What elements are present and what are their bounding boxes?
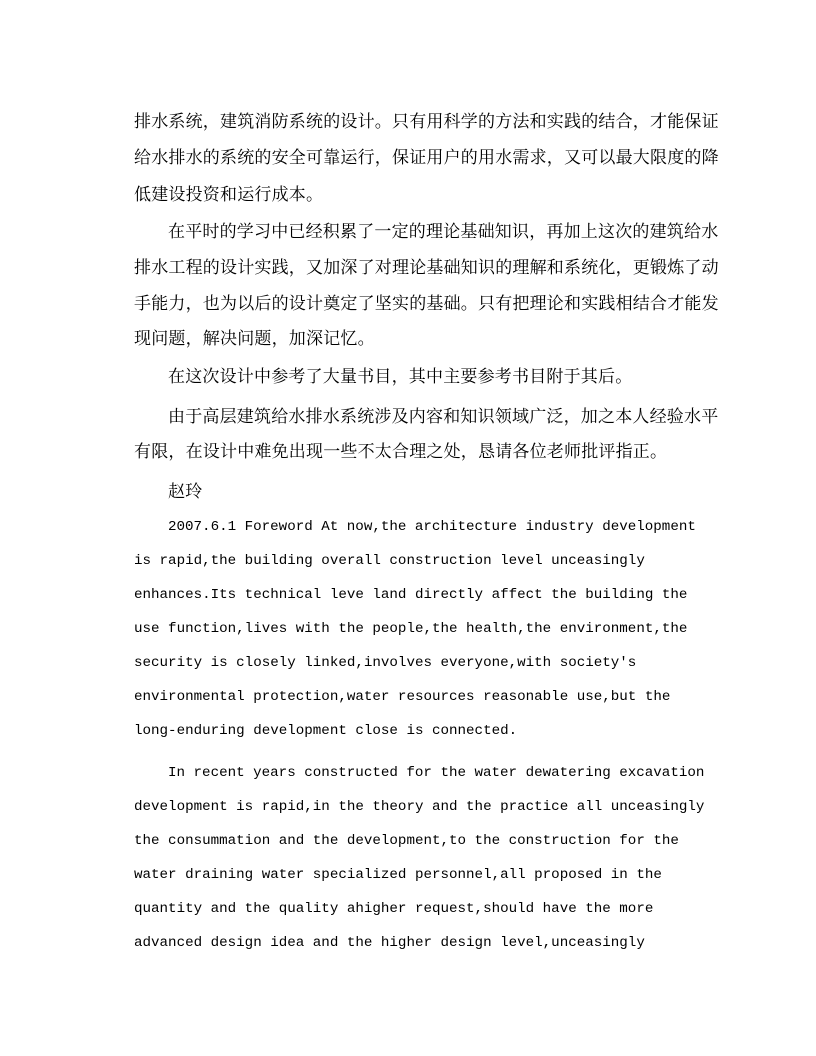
foreword-line: enhances.Its technical leve land directly affect the building the bbox=[134, 587, 688, 603]
paragraph-line: 在这次设计中参考了大量书目，其中主要参考书目附于其后。 bbox=[168, 367, 633, 387]
paragraph-line-en: the consummation and the development,to the construction for the bbox=[134, 833, 679, 849]
paragraph-line-en: advanced design idea and the higher design level,unceasingly bbox=[134, 935, 645, 951]
author-name: 赵玲 bbox=[168, 482, 203, 502]
paragraph-line: 排水工程的设计实践，又加深了对理论基础知识的理解和系统化，更锻炼了动 bbox=[134, 258, 719, 278]
paragraph-line: 低建设投资和运行成本。 bbox=[134, 185, 324, 205]
paragraph-line-en: development is rapid,in the theory and the practice all unceasingly bbox=[134, 799, 705, 815]
foreword-line: long-enduring development close is connected. bbox=[134, 723, 518, 739]
foreword-line: use function,lives with the people,the health,the environment,the bbox=[134, 621, 688, 637]
paragraph-line-en: water draining water specialized personnel,all proposed in the bbox=[134, 867, 662, 883]
paragraph-line: 有限，在设计中难免出现一些不太合理之处，恳请各位老师批评指正。 bbox=[134, 442, 668, 462]
paragraph-line: 由于高层建筑给水排水系统涉及内容和知识领域广泛，加之本人经验水平 bbox=[168, 407, 719, 427]
paragraph-line: 给水排水的系统的安全可靠运行，保证用户的用水需求，又可以最大限度的降 bbox=[134, 148, 719, 168]
foreword-line: is rapid,the building overall construction level unceasingly bbox=[134, 553, 645, 569]
paragraph-line-en: In recent years constructed for the water dewatering excavation bbox=[168, 765, 705, 781]
paragraph-line: 在平时的学习中已经积累了一定的理论基础知识，再加上这次的建筑给水 bbox=[168, 222, 719, 242]
foreword-line: environmental protection,water resources reasonable use,but the bbox=[134, 689, 671, 705]
paragraph-line: 手能力，也为以后的设计奠定了坚实的基础。只有把理论和实践相结合才能发 bbox=[134, 294, 719, 314]
foreword-line: security is closely linked,involves everyone,with society's bbox=[134, 655, 637, 671]
foreword-line: 2007.6.1 Foreword At now,the architecture industry development bbox=[168, 519, 696, 535]
paragraph-line: 排水系统，建筑消防系统的设计。只有用科学的方法和实践的结合，才能保证 bbox=[134, 112, 719, 132]
paragraph-line: 现问题，解决问题，加深记忆。 bbox=[134, 329, 375, 349]
paragraph-line-en: quantity and the quality ahigher request,should have the more bbox=[134, 901, 654, 917]
